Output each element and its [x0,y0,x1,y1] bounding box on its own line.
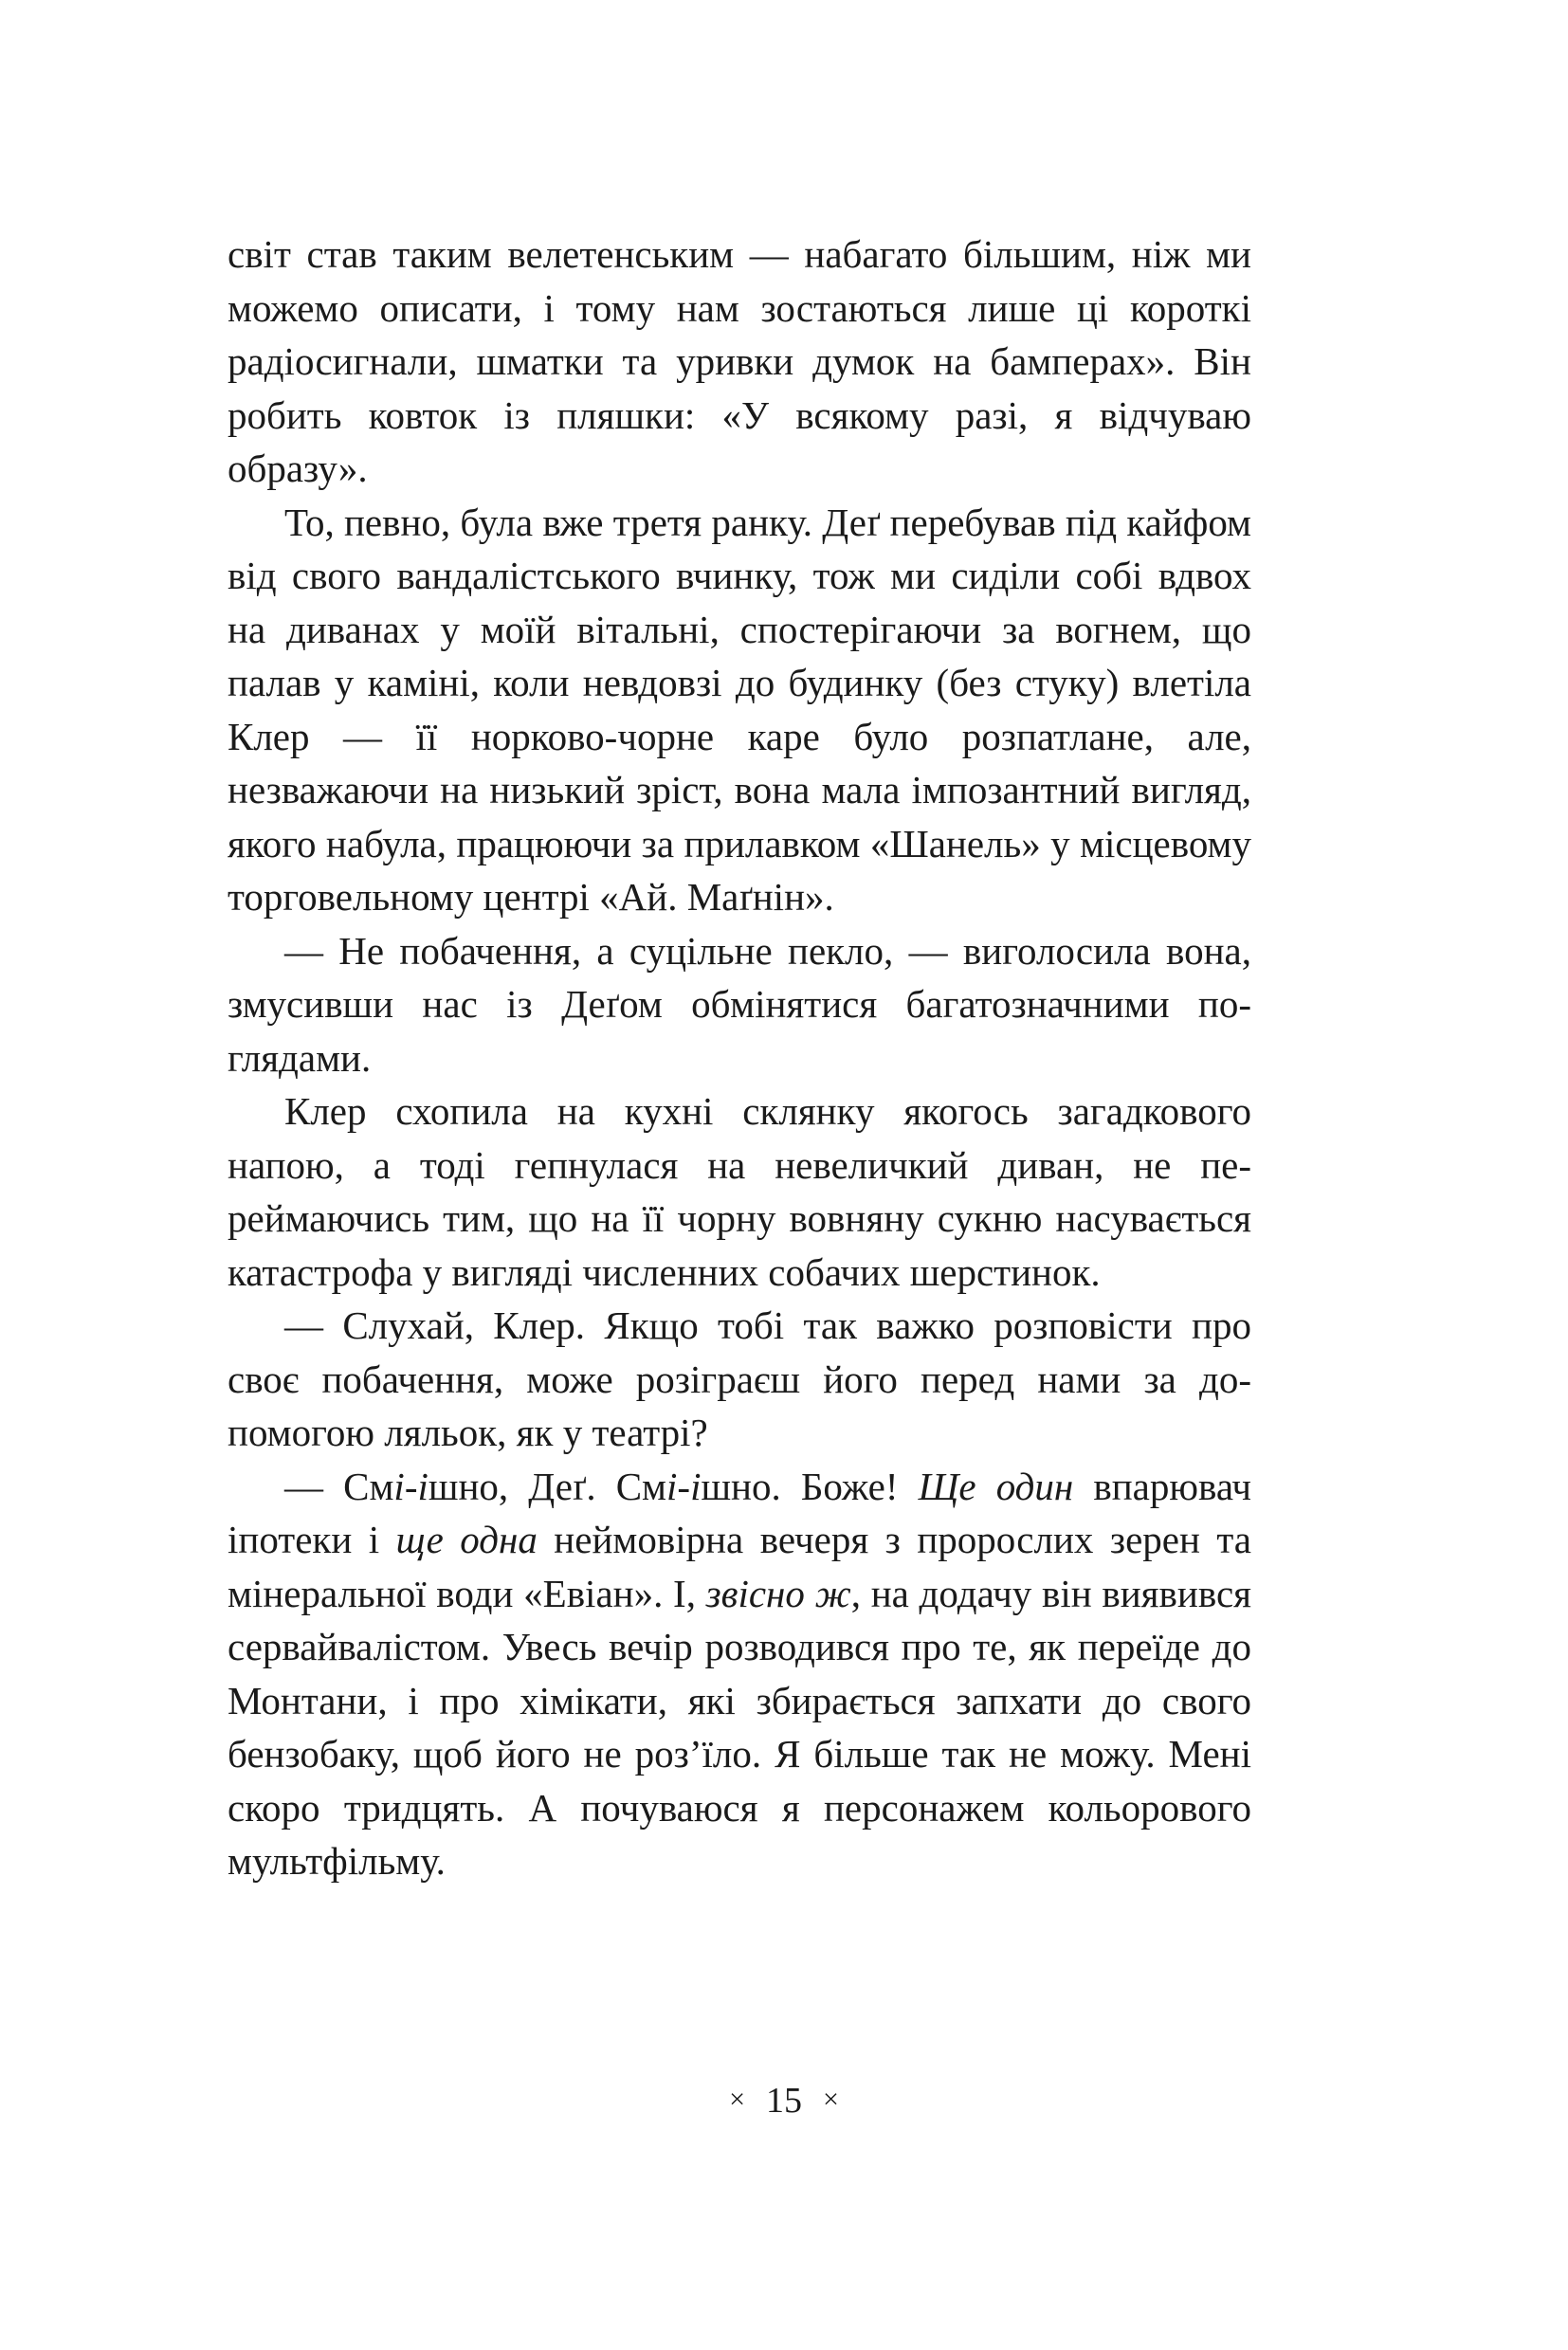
paragraph [228,1084,1251,1299]
text-run: неймовірна вечеря з пророслих зерен та мінеральної води «Евіан». І, [228,1518,1251,1615]
page-footer [0,2078,1568,2126]
text-run: світ став таким велетенським — набагато більшим, ніж ми можемо описати, і тому нам зостаються лише ці короткі радіосигнали, шматки та уривки думок на бамперах». Він робить ковток із пляшки: «У всякому разі, я відчуваю образу». [228,232,1251,490]
paragraph [228,1299,1251,1460]
paragraph [228,496,1251,924]
page-number: 15 [766,2081,802,2121]
text-run: шно. Боже! [701,1464,919,1508]
italic-text: і [666,1464,678,1508]
italic-text: ще одна [395,1518,538,1561]
italic-text: Ще один [918,1464,1074,1508]
text-run: — Слухай, Клер. Якщо тобі так важко розповісти про своє побачення, може розіграєш його перед нами за допомогою ляльок, як у театрі? [228,1303,1251,1454]
italic-text: і [690,1464,702,1508]
italic-text: і [393,1464,405,1508]
text-run: То, певно, була вже третя ранку. Деґ перебував під кайфом від свого вандалістського вчинку, тож ми сиділи собі вдвох на диванах у моїй вітальні, спостерігаючи за вогнем, що палав у каміні, коли невдовзі до будинку (без стуку) влетіла Клер — її норково-чорне каре було розпатлане, але, незважаючи на низький зріст, вона мала імпозантний вигляд, якого набула, працюючи за прилавком «Шанель» у місцевому торговельному центрі «Ай. Маґнін». [228,500,1251,919]
italic-text: і [417,1464,428,1508]
text-run: — Не побачення, а суцільне пекло, — виголосила вона, змусивши нас із Деґом обмінятися багатозначними поглядами. [228,928,1251,1080]
folio-ornament-left: × [729,2084,745,2115]
text-run: - [404,1464,418,1508]
text-run: , на додачу він виявився сервайвалістом. Увесь вечір розводився про те, як переїде до Монтани, і про хімікати, які збирається запхати до свого бензобаку, щоб його не роз’їло. Я більше так не можу. Мені скоро тридцять. А почуваюся я персонажем кольорового мультфільму. [228,1571,1252,1883]
paragraph [228,228,1251,496]
folio-ornament-right: × [823,2084,839,2115]
text-run: шно, Деґ. См [428,1464,666,1508]
italic-text: звісно ж [705,1571,851,1615]
text-run: впарювач іпотеки і [228,1464,1252,1561]
text-run: — См [284,1464,394,1508]
paragraph [228,1460,1251,1888]
paragraph [228,924,1251,1085]
body-text [228,228,1251,1888]
text-run: - [677,1464,691,1508]
text-run: Клер схопила на кухні склянку якогось загадкового напою, а тоді гепнулася на невеличкий диван, не переймаючись тим, що на її чорну вовняну сукню насувається катастрофа у вигляді численних собачих шерстинок. [228,1089,1251,1294]
